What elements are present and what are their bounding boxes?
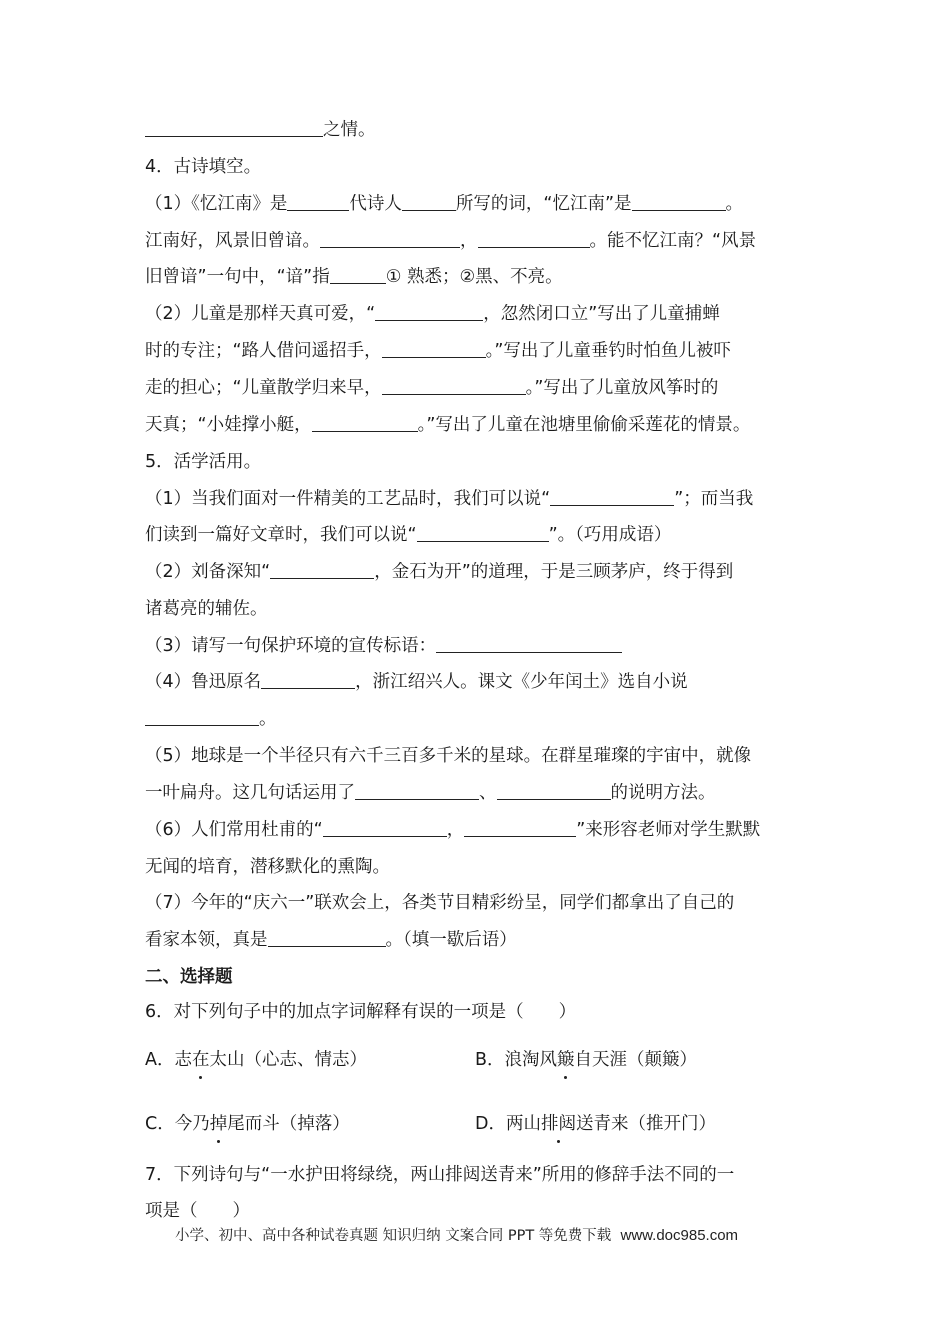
answer-blank[interactable] bbox=[464, 818, 576, 837]
emphasis-dot-char: 在 bbox=[191, 1050, 210, 1070]
q4-1-line-2: 江南好，风景旧曾谙。 ， 。能不忆江南？“风景 bbox=[145, 231, 757, 251]
emphasis-dot-char: 掉 bbox=[209, 1114, 228, 1134]
q4-2-line-3: 走的担心；“儿童散学归来早， 。”写出了儿童放风筝时的 bbox=[145, 378, 719, 398]
q4-1-line-1: （1）《忆江南》是 代诗人 所写的词，“忆江南”是 。 bbox=[145, 194, 744, 214]
q5-4-line-1: （4）鲁迅原名 ，浙江绍兴人。课文《少年闰土》选自小说 bbox=[145, 672, 688, 692]
answer-blank[interactable] bbox=[312, 413, 418, 432]
answer-blank[interactable] bbox=[436, 634, 622, 653]
q4-2-line-2: 时的专注；“路人借问遥招手， 。”写出了儿童垂钓时怕鱼儿被吓 bbox=[145, 341, 731, 361]
section-2-heading: 二、选择题 bbox=[145, 967, 233, 987]
q5-2-line-2: 诸葛亮的辅佐。 bbox=[145, 599, 268, 619]
answer-blank[interactable] bbox=[550, 487, 674, 506]
answer-blank[interactable] bbox=[497, 781, 611, 800]
question-6: 6．对下列句子中的加点字词解释有误的一项是（ ） bbox=[145, 1002, 577, 1022]
answer-blank[interactable] bbox=[270, 560, 374, 579]
answer-blank[interactable] bbox=[261, 670, 355, 689]
answer-blank[interactable] bbox=[382, 339, 486, 358]
option-a[interactable]: A．志在太山（心志、情志） bbox=[145, 1050, 367, 1070]
footer-text: 小学、初中、高中各种试卷真题 知识归纳 文案合同 PPT 等免费下载 bbox=[175, 1228, 612, 1244]
answer-blank[interactable] bbox=[375, 302, 483, 321]
q4-2-line-4: 天真；“小娃撑小艇， 。”写出了儿童在池塘里偷偷采莲花的情景。 bbox=[145, 415, 751, 435]
answer-blank[interactable] bbox=[268, 928, 386, 947]
question-7-line-1: 7．下列诗句与“一水护田将绿绕，两山排闼送青来”所用的修辞手法不同的一 bbox=[145, 1165, 735, 1185]
option-c[interactable]: C．今乃掉尾而斗（掉落） bbox=[145, 1114, 350, 1134]
footer-site-link[interactable]: www.doc985.com bbox=[620, 1227, 739, 1244]
answer-blank[interactable] bbox=[355, 781, 479, 800]
q4-2-line-1: （2）儿童是那样天真可爱，“ ，忽然闭口立”写出了儿童捕蝉 bbox=[145, 304, 720, 324]
line-q3-end: 之情。 bbox=[145, 118, 376, 142]
q5-7-line-1: （7）今年的“庆六一”联欢会上，各类节目精彩纷呈，同学们都拿出了自己的 bbox=[145, 893, 735, 913]
answer-blank[interactable] bbox=[145, 118, 323, 137]
answer-blank[interactable] bbox=[330, 265, 386, 284]
option-d[interactable]: D．两山排闼送青来（推开门） bbox=[475, 1114, 716, 1134]
q5-2-line-1: （2）刘备深知“ ，金石为开”的道理，于是三顾茅庐，终于得到 bbox=[145, 562, 734, 582]
answer-blank[interactable] bbox=[320, 229, 460, 248]
q5-1-line-2: 们读到一篇好文章时，我们可以说“ ”。（巧用成语） bbox=[145, 525, 672, 545]
question-7-line-2: 项是（ ） bbox=[145, 1201, 250, 1221]
q5-5-line-2: 一叶扁舟。这几句话运用了 、 的说明方法。 bbox=[145, 783, 716, 803]
q5-7-line-2: 看家本领，真是 。（填一歇后语） bbox=[145, 930, 517, 950]
answer-blank[interactable] bbox=[417, 523, 549, 542]
page-footer bbox=[175, 1226, 738, 1246]
emphasis-dot-char: 排闼 bbox=[540, 1114, 576, 1134]
q5-6-line-2: 无闻的培育，潜移默化的熏陶。 bbox=[145, 857, 390, 877]
option-b[interactable]: B．浪淘风簸自天涯（颠簸） bbox=[475, 1050, 698, 1070]
q4-1-line-3: 旧曾谙”一句中，“谙”指 ① 熟悉；②黑、不亮。 bbox=[145, 267, 563, 287]
q5-5-line-1: （5）地球是一个半径只有六千三百多千米的星球。在群星璀璨的宇宙中，就像 bbox=[145, 746, 752, 766]
q5-1-line-1: （1）当我们面对一件精美的工艺品时，我们可以说“ ”；而当我 bbox=[145, 489, 754, 509]
answer-blank[interactable] bbox=[382, 376, 526, 395]
q5-4-line-2: 。 bbox=[145, 707, 277, 731]
answer-blank[interactable] bbox=[287, 192, 349, 211]
q5-6-line-1: （6）人们常用杜甫的“ ， ”来形容老师对学生默默 bbox=[145, 820, 761, 840]
question-4-title: 4．古诗填空。 bbox=[145, 157, 262, 177]
answer-blank[interactable] bbox=[402, 192, 456, 211]
q5-3-line: （3）请写一句保护环境的宣传标语： bbox=[145, 634, 622, 658]
answer-blank[interactable] bbox=[323, 818, 447, 837]
emphasis-dot-char: 簸 bbox=[557, 1050, 575, 1070]
answer-blank[interactable] bbox=[145, 707, 259, 726]
question-5-title: 5．活学活用。 bbox=[145, 452, 262, 472]
answer-blank[interactable] bbox=[478, 229, 590, 248]
answer-blank[interactable] bbox=[632, 192, 726, 211]
